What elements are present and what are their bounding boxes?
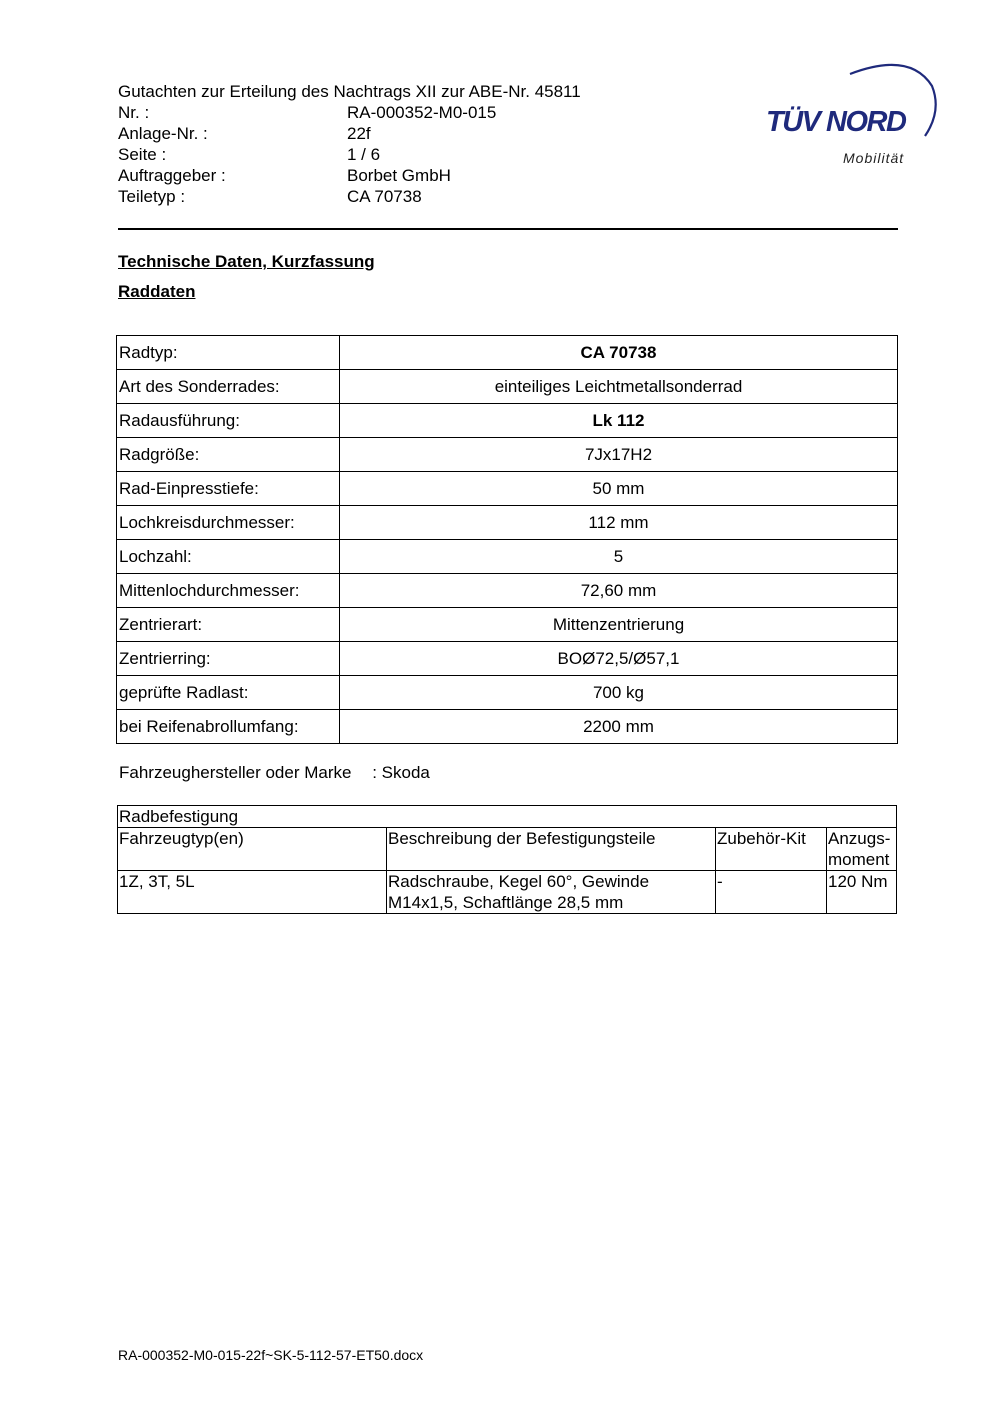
meta-value: 1 / 6 [347, 145, 381, 164]
meta-row-teiletyp [118, 186, 496, 207]
meta-row-seite [118, 144, 496, 165]
wheel-label: Zentrierring: [117, 642, 340, 676]
table-row [117, 370, 898, 404]
wheel-label: Radtyp: [117, 336, 340, 370]
wheel-value: CA 70738 [340, 336, 898, 370]
header-divider [118, 228, 898, 230]
manufacturer-separator: : [372, 763, 377, 782]
mounting-table [117, 805, 897, 914]
meta-label: Anlage-Nr. : [118, 124, 208, 143]
wheel-value: Lk 112 [340, 404, 898, 438]
table-row [117, 438, 898, 472]
wheel-label: Mittenlochdurchmesser: [117, 574, 340, 608]
cell-vehicle-types: 1Z, 3T, 5L [118, 871, 387, 914]
table-row [117, 574, 898, 608]
wheel-label: geprüfte Radlast: [117, 676, 340, 710]
manufacturer-value: Skoda [381, 763, 430, 782]
logo-subtitle: Mobilität [843, 150, 905, 166]
wheel-value: 5 [340, 540, 898, 574]
manufacturer-line [119, 763, 430, 783]
cell-description [387, 871, 716, 914]
meta-label: Seite : [118, 145, 167, 164]
wheel-value: 50 mm [340, 472, 898, 506]
meta-value: 22f [347, 124, 371, 143]
cell-torque: 120 Nm [827, 871, 897, 914]
header-torque-line: moment [828, 850, 890, 869]
meta-row-nr [118, 102, 496, 123]
header-vehicle-types: Fahrzeugtyp(en) [118, 828, 387, 871]
wheel-value: 700 kg [340, 676, 898, 710]
table-row [117, 336, 898, 370]
mounting-title: Radbefestigung [118, 806, 897, 828]
meta-label: Auftraggeber : [118, 166, 226, 185]
logo-wordmark: TÜV NORD [766, 106, 906, 138]
header-kit: Zubehör-Kit [716, 828, 827, 871]
table-row [117, 404, 898, 438]
manufacturer-label: Fahrzeughersteller oder Marke [119, 763, 352, 782]
table-row [118, 871, 897, 914]
table-row [117, 608, 898, 642]
meta-row-auftraggeber [118, 165, 496, 186]
wheel-label: Lochzahl: [117, 540, 340, 574]
wheel-label: Art des Sonderrades: [117, 370, 340, 404]
wheel-value: einteiliges Leichtmetallsonderrad [340, 370, 898, 404]
meta-row-anlage [118, 123, 496, 144]
description-line: Radschraube, Kegel 60°, Gewinde [388, 872, 650, 891]
header-torque [827, 828, 897, 871]
wheel-label: Lochkreisdurchmesser: [117, 506, 340, 540]
wheel-value: 7Jx17H2 [340, 438, 898, 472]
wheel-value: 2200 mm [340, 710, 898, 744]
subsection-heading: Raddaten [118, 282, 196, 301]
wheel-label: Zentrierart: [117, 608, 340, 642]
header-torque-line: Anzugs- [828, 829, 891, 848]
wheel-label: bei Reifenabrollumfang: [117, 710, 340, 744]
wheel-label: Rad-Einpresstiefe: [117, 472, 340, 506]
table-row [117, 540, 898, 574]
wheel-value: Mittenzentrierung [340, 608, 898, 642]
document-meta [118, 102, 496, 207]
table-header-row [118, 828, 897, 871]
tuv-nord-logo [760, 56, 945, 171]
table-row [117, 506, 898, 540]
table-row [118, 806, 897, 828]
meta-value: Borbet GmbH [347, 166, 451, 185]
meta-label: Teiletyp : [118, 187, 186, 206]
description-line: M14x1,5, Schaftlänge 28,5 mm [388, 893, 624, 912]
table-row [117, 642, 898, 676]
section-heading: Technische Daten, Kurzfassung [118, 252, 375, 271]
cell-kit: - [716, 871, 827, 914]
wheel-value: BOØ72,5/Ø57,1 [340, 642, 898, 676]
wheel-label: Radgröße: [117, 438, 340, 472]
wheel-label: Radausführung: [117, 404, 340, 438]
meta-value: RA-000352-M0-015 [347, 103, 497, 122]
table-row [117, 472, 898, 506]
document-title: Gutachten zur Erteilung des Nachtrags XII zur ABE-Nr. 45811 [118, 82, 581, 101]
table-row [117, 710, 898, 744]
wheel-data-table [116, 335, 898, 744]
meta-value: CA 70738 [347, 187, 422, 206]
meta-label: Nr. : [118, 103, 150, 122]
wheel-value: 112 mm [340, 506, 898, 540]
header-description: Beschreibung der Befestigungsteile [387, 828, 716, 871]
table-row [117, 676, 898, 710]
footer-filename: RA-000352-M0-015-22f~SK-5-112-57-ET50.docx [118, 1347, 424, 1363]
wheel-value: 72,60 mm [340, 574, 898, 608]
